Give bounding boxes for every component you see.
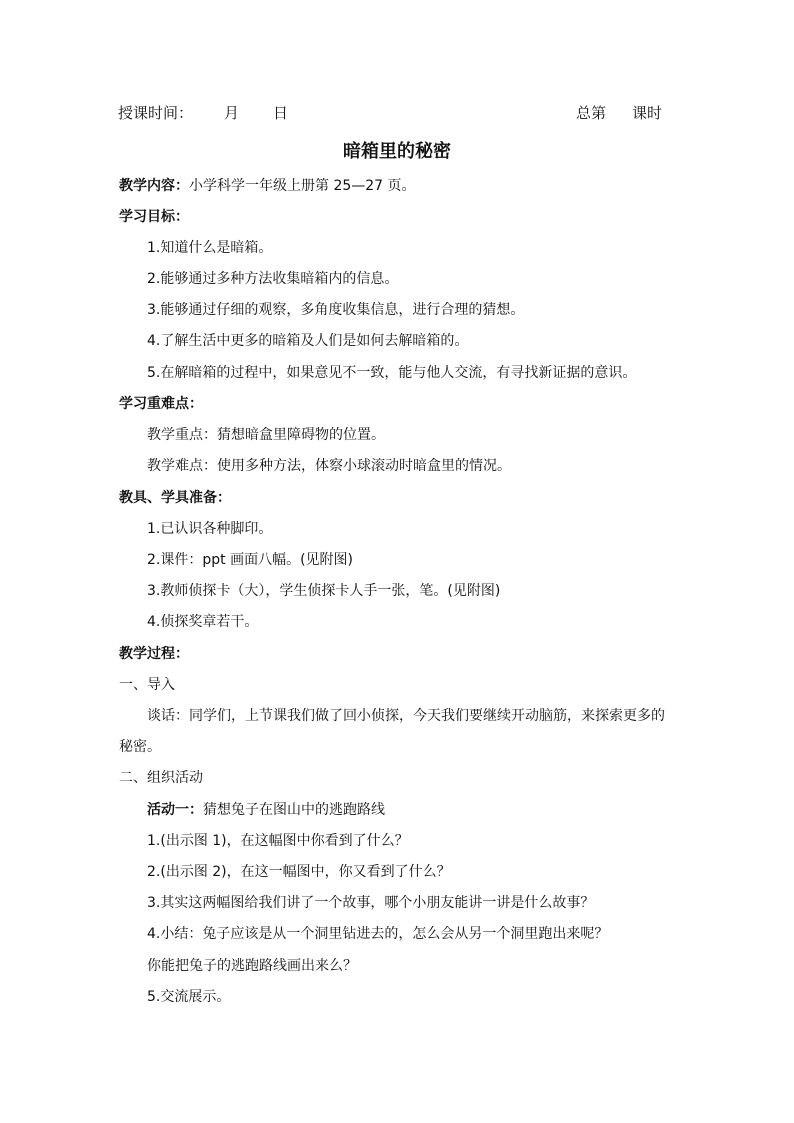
objectives-heading: 学习目标：	[119, 209, 189, 225]
content-text: 小学科学一年级上册第 25—27 页。	[189, 178, 416, 194]
teach-time-label: 授课时间：	[118, 104, 194, 122]
material-item: 4.侦探奖章若干。	[147, 614, 259, 630]
activity-item: 3.其实这两幅图给我们讲了一个故事，哪个小朋友能讲一讲是什么故事？	[147, 895, 595, 911]
day-label: 日	[273, 104, 289, 122]
activity-item: 5.交流展示。	[147, 989, 231, 1005]
section-heading: 二、组织活动	[119, 770, 203, 786]
key-point-item: 教学重点：猜想暗盒里障碍物的位置。	[147, 427, 385, 443]
activity-line	[147, 800, 385, 820]
material-item: 3.教师侦探卡（大），学生侦探卡人手一张，笔。(见附图)	[147, 583, 501, 599]
material-item: 1.已认识各种脚印。	[147, 521, 273, 537]
objective-item: 5.在解暗箱的过程中，如果意见不一致，能与他人交流，有寻找新证据的意识。	[147, 365, 637, 381]
section-heading: 一、导入	[119, 677, 175, 693]
activity-item: 1.(出示图 1)，在这幅图中你看到了什么？	[147, 833, 409, 849]
activity-item: 你能把兔子的逃跑路线画出来么？	[147, 958, 357, 974]
activity-item: 2.(出示图 2)，在这一幅图中，你又看到了什么？	[147, 864, 451, 880]
lesson-label: 课时	[632, 104, 663, 122]
content-line	[119, 176, 416, 196]
document-title: 暗箱里的秘密	[343, 141, 451, 162]
key-point-item: 教学难点：使用多种方法，体察小球滚动时暗盒里的情况。	[147, 458, 511, 474]
lesson-header	[118, 102, 666, 124]
content-label: 教学内容：	[119, 178, 189, 194]
activity-label: 活动一：	[147, 802, 203, 818]
objective-item: 2.能够通过多种方法收集暗箱内的信息。	[147, 271, 399, 287]
objective-item: 3.能够通过仔细的观察，多角度收集信息，进行合理的猜想。	[147, 302, 525, 318]
objective-item: 4.了解生活中更多的暗箱及人们是如何去解暗箱的。	[147, 333, 469, 349]
key-points-heading: 学习重难点：	[119, 396, 203, 412]
activity-title: 猜想兔子在图山中的逃跑路线	[203, 802, 385, 818]
material-item: 2.课件：ppt 画面八幅。(见附图)	[147, 552, 353, 568]
objective-item: 1.知道什么是暗箱。	[147, 240, 273, 256]
total-label: 总第	[576, 104, 607, 122]
month-label: 月	[224, 104, 240, 122]
materials-heading: 教具、学具准备：	[119, 490, 231, 506]
paragraph-line: 谈话：同学们，上节课我们做了回小侦探，今天我们要继续开动脑筋，来探索更多的	[147, 708, 665, 724]
process-heading: 教学过程：	[119, 646, 189, 662]
paragraph-line: 秘密。	[119, 739, 161, 755]
activity-item: 4.小结：兔子应该是从一个洞里钻进去的，怎么会从另一个洞里跑出来呢？	[147, 926, 609, 942]
